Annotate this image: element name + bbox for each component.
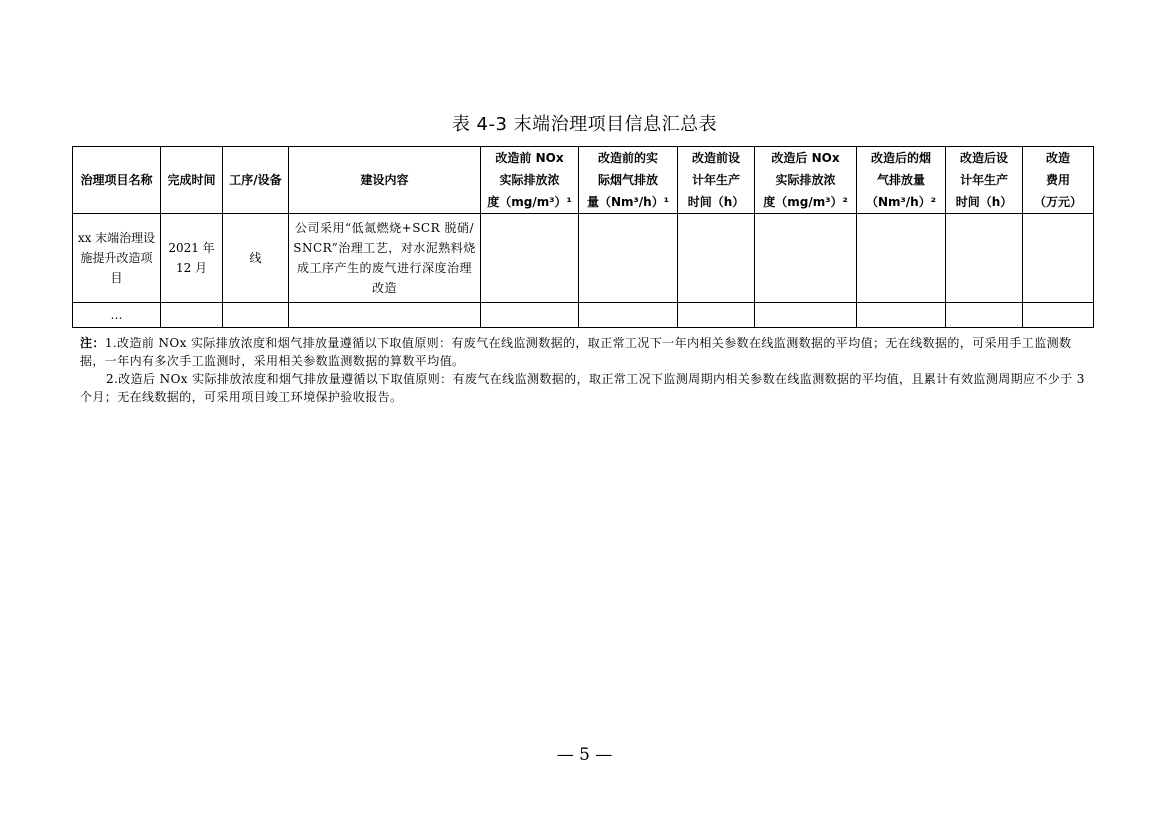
cell-empty (481, 303, 579, 328)
cell-completion-time: 2021 年 12 月 (161, 214, 223, 303)
table-header-row (73, 147, 1094, 214)
cell-empty (678, 303, 755, 328)
header-content: 建设内容 (289, 147, 481, 214)
cell-empty (289, 303, 481, 328)
header-flue-before: 改造前的实 际烟气排放 量（Nm³/h）¹ (579, 147, 678, 214)
header-hours-after: 改造后设 计年生产 时间（h） (946, 147, 1023, 214)
cell-empty (223, 303, 289, 328)
note-2-text: 2.改造后 NOx 实际排放浓度和烟气排放量遵循以下取值原则：有废气在线监测数据的，取正常工况下监测周期内相关参数在线监测数据的平均值，且累计有效监测周期应不少于 3 个月；无在线数据的，可采用项目竣工环境保护验收报告。 (80, 372, 1085, 404)
header-completion-time: 完成时间 (161, 147, 223, 214)
header-name: 治理项目名称 (73, 147, 161, 214)
note-1-text: 1.改造前 NOx 实际排放浓度和烟气排放量遵循以下取值原则：有废气在线监测数据的，取正常工况下一年内相关参数在线监测数据的平均值；无在线数据的，可采用手工监测数据，一年内有多次手工监测时，采用相关参数监测数据的算数平均值。 (80, 336, 1072, 368)
cell-nox-after (755, 214, 857, 303)
cell-empty (579, 303, 678, 328)
header-flue-after: 改造后的烟 气排放量 （Nm³/h）² (857, 147, 946, 214)
cell-empty (755, 303, 857, 328)
page-number: — 5 — (556, 745, 613, 765)
header-nox-before: 改造前 NOx 实际排放浓 度（mg/m³）¹ (481, 147, 579, 214)
header-cost: 改造 费用 （万元） (1023, 147, 1094, 214)
cell-empty (857, 303, 946, 328)
table-row (73, 214, 1094, 303)
note-label: 注： (80, 336, 105, 350)
table-title: 表 4-3 末端治理项目信息汇总表 (451, 114, 718, 135)
cell-hours-after (946, 214, 1023, 303)
header-nox-after: 改造后 NOx 实际排放浓 度（mg/m³）² (755, 147, 857, 214)
cell-content: 公司采用“低氮燃烧+SCR 脱硝/SNCR”治理工艺，对水泥熟料烧成工序产生的废气进行深度治理改造 (289, 214, 481, 303)
cell-flue-before (579, 214, 678, 303)
cell-ellipsis: … (73, 303, 161, 328)
cell-flue-after (857, 214, 946, 303)
summary-table (72, 146, 1094, 328)
cell-empty (946, 303, 1023, 328)
table-notes (80, 334, 1093, 406)
note-1 (80, 334, 1093, 370)
cell-cost (1023, 214, 1094, 303)
header-hours-before: 改造前设 计年生产 时间（h） (678, 147, 755, 214)
cell-process-equipment: 线 (223, 214, 289, 303)
cell-project-name: xx 末端治理设施提升改造项目 (73, 214, 161, 303)
cell-nox-before (481, 214, 579, 303)
cell-hours-before (678, 214, 755, 303)
header-process-equipment: 工序/设备 (223, 147, 289, 214)
table-row-ellipsis (73, 303, 1094, 328)
cell-empty (1023, 303, 1094, 328)
cell-empty (161, 303, 223, 328)
note-2 (80, 370, 1093, 406)
